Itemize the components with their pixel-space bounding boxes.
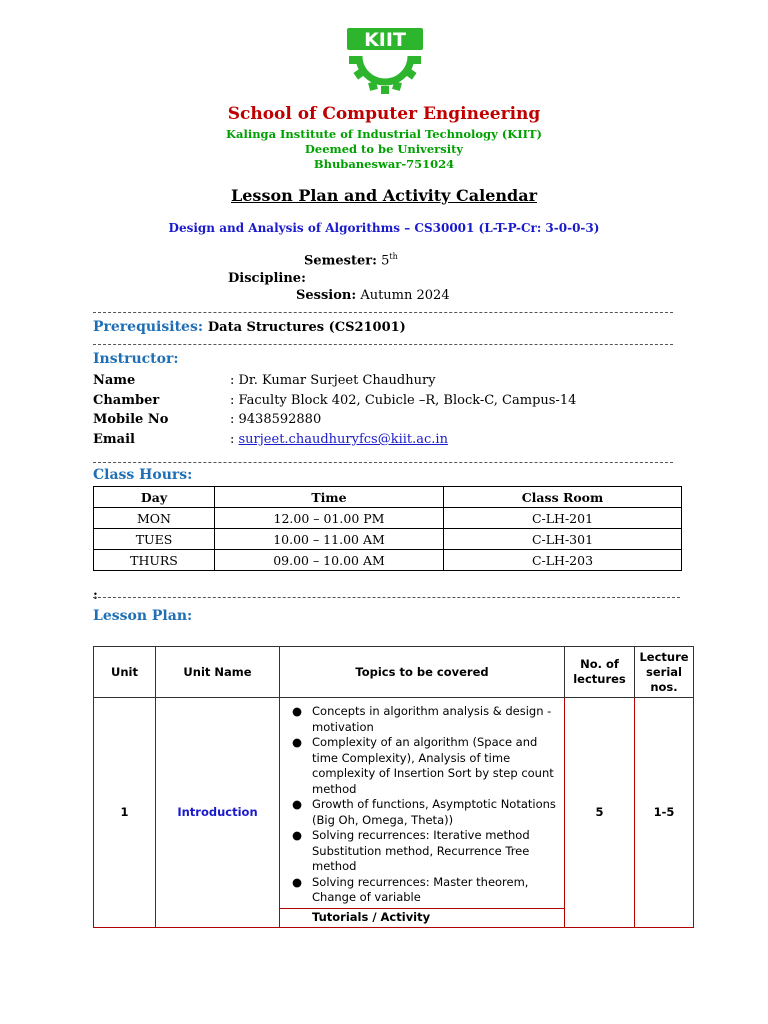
lesson-plan-heading: Lesson Plan: bbox=[93, 608, 193, 624]
email-link[interactable]: surjeet.chaudhuryfcs@kiit.ac.in bbox=[238, 432, 448, 447]
activity-row: Tutorials / Activity bbox=[280, 908, 564, 927]
instructor-email-label: Email bbox=[93, 432, 135, 447]
column-header-topics: Topics to be covered bbox=[280, 647, 565, 698]
column-header-unit-name: Unit Name bbox=[156, 647, 280, 698]
column-header-time: Time bbox=[215, 487, 444, 508]
list-item bbox=[288, 797, 560, 828]
session-label: Session: bbox=[296, 288, 357, 303]
instructor-name-value: : Dr. Kumar Surjeet Chaudhury bbox=[230, 373, 436, 388]
topics-list bbox=[280, 698, 564, 908]
document-title: Lesson Plan and Activity Calendar bbox=[231, 186, 537, 205]
bullet-icon: ● bbox=[292, 735, 303, 749]
instructor-mobile-value: : 9438592880 bbox=[230, 412, 322, 427]
column-header-unit: Unit bbox=[94, 647, 156, 698]
time-cell: 09.00 – 10.00 AM bbox=[215, 550, 444, 571]
day-cell: THURS bbox=[94, 550, 215, 571]
column-header-day: Day bbox=[94, 487, 215, 508]
semester-value: 5 bbox=[381, 253, 390, 269]
stray-colon: : bbox=[93, 588, 98, 603]
bullet-icon: ● bbox=[292, 874, 303, 889]
instructor-chamber-value: : Faculty Block 402, Cubicle –R, Block-C, Campus-14 bbox=[230, 393, 577, 408]
column-header-room: Class Room bbox=[444, 487, 682, 508]
semester-label: Semester: bbox=[304, 253, 377, 269]
bullet-icon: ● bbox=[292, 797, 303, 811]
list-item bbox=[288, 875, 560, 906]
discipline-line bbox=[228, 271, 306, 286]
table-row bbox=[94, 529, 682, 550]
room-cell: C-LH-201 bbox=[444, 508, 682, 529]
bullet-icon: ● bbox=[292, 828, 303, 842]
divider bbox=[93, 462, 673, 463]
kiit-logo bbox=[345, 22, 425, 96]
table-header-row bbox=[94, 487, 682, 508]
topic-text: Concepts in algorithm analysis & design - motivation bbox=[312, 704, 552, 734]
instructor-name-label: Name bbox=[93, 373, 136, 388]
session-value: Autumn 2024 bbox=[360, 288, 450, 303]
unit-name-cell: Introduction bbox=[156, 698, 280, 928]
class-hours-table bbox=[93, 486, 682, 571]
list-item bbox=[288, 704, 560, 735]
instructor-mobile-label: Mobile No bbox=[93, 412, 169, 427]
table-row bbox=[94, 698, 694, 928]
topics-cell bbox=[280, 698, 565, 928]
school-name: School of Computer Engineering bbox=[227, 104, 541, 124]
topic-text: Solving recurrences: Master theorem, Change of variable bbox=[312, 874, 529, 904]
course-title: Design and Analysis of Algorithms – CS30001 (L-T-P-Cr: 3-0-0-3) bbox=[168, 221, 600, 235]
topic-text: Solving recurrences: Iterative method Substitution method, Recurrence Tree method bbox=[312, 828, 530, 873]
divider bbox=[93, 597, 680, 598]
list-item bbox=[288, 735, 560, 797]
column-header-lectures: No. of lectures bbox=[565, 647, 635, 698]
time-cell: 10.00 – 11.00 AM bbox=[215, 529, 444, 550]
session-line bbox=[296, 288, 450, 303]
class-hours-heading: Class Hours: bbox=[93, 467, 193, 483]
instructor-heading: Instructor: bbox=[93, 351, 179, 367]
institute-city: Bhubaneswar-751024 bbox=[313, 157, 455, 171]
column-header-serial: Lecture serial nos. bbox=[635, 647, 694, 698]
university-status: Deemed to be University bbox=[304, 142, 464, 156]
room-cell: C-LH-203 bbox=[444, 550, 682, 571]
semester-line bbox=[304, 252, 398, 268]
institute-name: Kalinga Institute of Industrial Technology (KIIT) bbox=[226, 127, 542, 141]
bullet-icon: ● bbox=[292, 704, 303, 718]
room-cell: C-LH-301 bbox=[444, 529, 682, 550]
semester-suffix: th bbox=[389, 252, 398, 261]
email-prefix: : bbox=[230, 432, 239, 447]
prerequisites-value: Data Structures (CS21001) bbox=[207, 320, 406, 335]
day-cell: MON bbox=[94, 508, 215, 529]
svg-text:KIIT: KIIT bbox=[364, 29, 406, 51]
discipline-label: Discipline: bbox=[228, 271, 306, 286]
time-cell: 12.00 – 01.00 PM bbox=[215, 508, 444, 529]
table-header-row bbox=[94, 647, 694, 698]
table-row bbox=[94, 508, 682, 529]
divider bbox=[93, 344, 673, 345]
prerequisites-label: Prerequisites: bbox=[93, 319, 204, 335]
lectures-cell: 5 bbox=[565, 698, 635, 928]
divider bbox=[93, 312, 673, 313]
prerequisites-section bbox=[93, 319, 406, 335]
topic-text: Complexity of an algorithm (Space and time Complexity), Analysis of time complexity of Insertion Sort by step count method bbox=[312, 735, 554, 796]
instructor-email-value bbox=[230, 432, 448, 447]
unit-number-cell: 1 bbox=[94, 698, 156, 928]
serial-cell: 1-5 bbox=[635, 698, 694, 928]
day-cell: TUES bbox=[94, 529, 215, 550]
lesson-plan-table bbox=[93, 646, 694, 928]
table-row bbox=[94, 550, 682, 571]
list-item bbox=[288, 828, 560, 875]
instructor-chamber-label: Chamber bbox=[93, 393, 160, 408]
topic-text: Growth of functions, Asymptotic Notations (Big Oh, Omega, Theta)) bbox=[312, 797, 556, 827]
